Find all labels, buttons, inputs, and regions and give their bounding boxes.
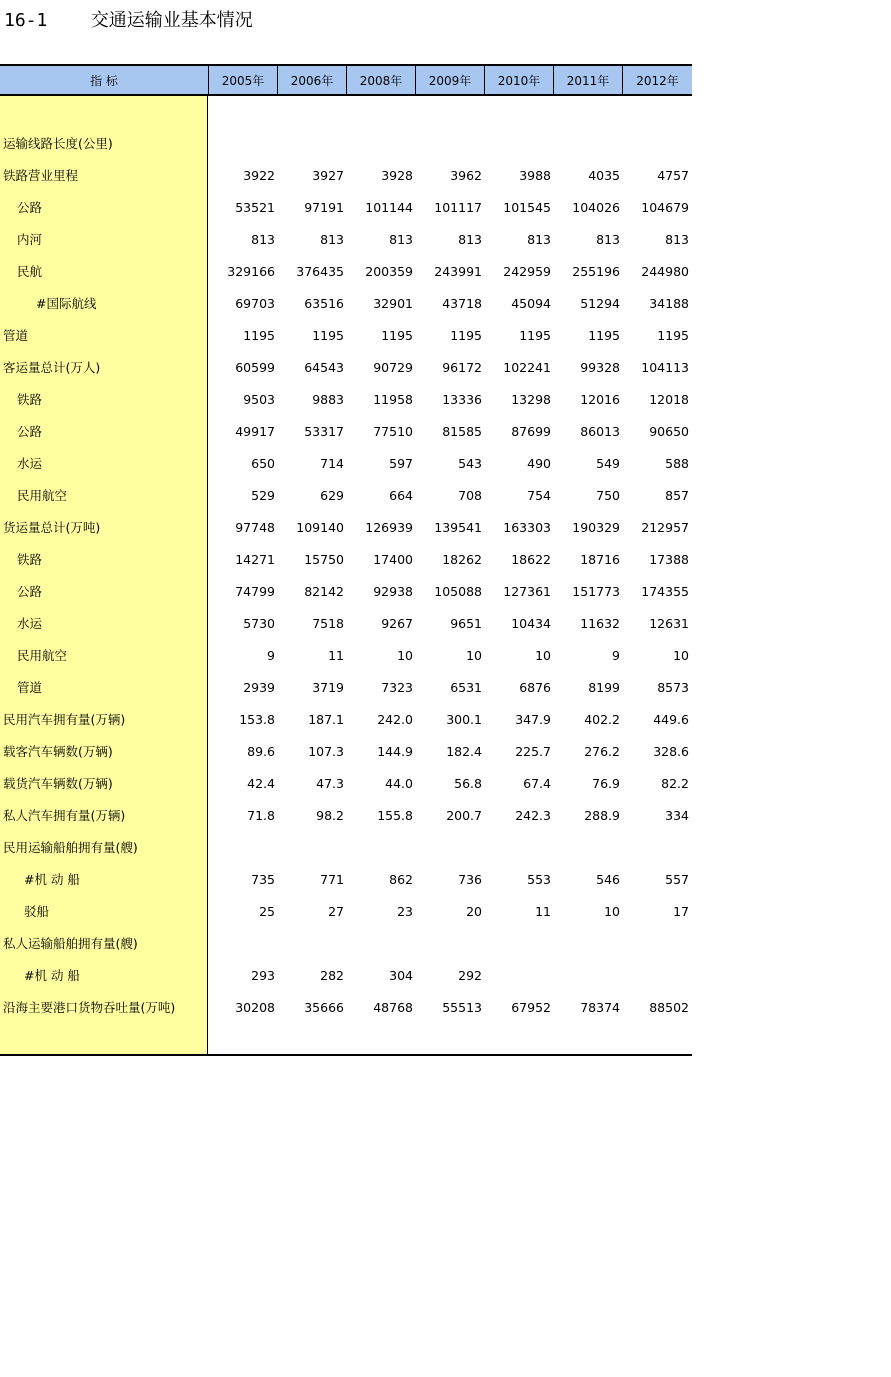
row-value: 1195 (588, 328, 620, 343)
row-value: 546 (596, 872, 620, 887)
row-value (554, 928, 620, 960)
row-value: 334 (665, 808, 689, 823)
row-value: 10 (673, 648, 689, 663)
header-indicator: 指 标 (90, 74, 118, 88)
row-value: 328.6 (653, 744, 689, 759)
row-label: 载客汽车辆数(万辆) (3, 744, 113, 759)
row-value: 109140 (296, 520, 344, 535)
row-value: 18262 (442, 552, 482, 567)
row-value: 225.7 (515, 744, 551, 759)
table-row (0, 384, 692, 416)
row-value: 9651 (450, 616, 482, 631)
row-value: 1195 (381, 328, 413, 343)
row-value: 78374 (580, 1000, 620, 1015)
row-value: 187.1 (308, 712, 344, 727)
row-value: 714 (320, 456, 344, 471)
row-value: 244980 (641, 264, 689, 279)
table-row (0, 992, 692, 1024)
table-header (0, 64, 692, 96)
table-row (0, 800, 692, 832)
table-row (0, 864, 692, 896)
row-value: 9503 (243, 392, 275, 407)
row-value: 1195 (450, 328, 482, 343)
row-value: 490 (527, 456, 551, 471)
row-value: 771 (320, 872, 344, 887)
row-value: 13336 (442, 392, 482, 407)
row-value: 1195 (243, 328, 275, 343)
row-value: 127361 (503, 584, 551, 599)
row-value (347, 832, 413, 864)
row-value: 664 (389, 488, 413, 503)
row-value: 98.2 (316, 808, 344, 823)
row-label: 沿海主要港口货物吞吐量(万吨) (3, 1000, 176, 1015)
row-value: 242.3 (515, 808, 551, 823)
row-value: 292 (458, 968, 482, 983)
row-value: 17388 (649, 552, 689, 567)
row-value: 557 (665, 872, 689, 887)
row-value: 101117 (434, 200, 482, 215)
row-value: 376435 (296, 264, 344, 279)
table-row (0, 896, 692, 928)
row-value: 182.4 (446, 744, 482, 759)
row-value: 89.6 (247, 744, 275, 759)
row-value: 23 (397, 904, 413, 919)
row-value: 105088 (434, 584, 482, 599)
row-value (209, 928, 275, 960)
header-year-2006: 2006年 (277, 66, 346, 94)
row-value: 67952 (511, 1000, 551, 1015)
row-value: 553 (527, 872, 551, 887)
row-value: 549 (596, 456, 620, 471)
table-row (0, 832, 692, 864)
row-value: 588 (665, 456, 689, 471)
table-row (0, 640, 692, 672)
row-value (209, 832, 275, 864)
row-value: 1195 (519, 328, 551, 343)
row-value: 9 (612, 648, 620, 663)
row-value (623, 832, 689, 864)
row-value: 35666 (304, 1000, 344, 1015)
row-value (278, 128, 344, 160)
row-label: 公路 (17, 424, 43, 439)
row-value (347, 928, 413, 960)
row-value: 60599 (235, 360, 275, 375)
table-row (0, 224, 692, 256)
row-value: 8199 (588, 680, 620, 695)
table-row (0, 480, 692, 512)
table-row (0, 320, 692, 352)
row-value: 101144 (365, 200, 413, 215)
row-label: 铁路营业里程 (3, 168, 79, 183)
row-value: 276.2 (584, 744, 620, 759)
row-value (416, 128, 482, 160)
row-value: 300.1 (446, 712, 482, 727)
header-year-2008: 2008年 (346, 66, 415, 94)
row-label: 民用运输船舶拥有量(艘) (3, 840, 138, 855)
row-value: 43718 (442, 296, 482, 311)
row-value: 735 (251, 872, 275, 887)
row-value (485, 928, 551, 960)
row-value: 90729 (373, 360, 413, 375)
table-row (0, 160, 692, 192)
row-value: 543 (458, 456, 482, 471)
row-value: 4757 (657, 168, 689, 183)
row-value: 10 (397, 648, 413, 663)
row-value: 813 (251, 232, 275, 247)
row-value: 282 (320, 968, 344, 983)
row-value: 69703 (235, 296, 275, 311)
row-value: 754 (527, 488, 551, 503)
table-row (0, 672, 692, 704)
row-label: 客运量总计(万人) (3, 360, 101, 375)
table-bottom-border (0, 1054, 692, 1056)
row-value: 8573 (657, 680, 689, 695)
row-label: 公路 (17, 584, 43, 599)
row-value: 2939 (243, 680, 275, 695)
row-value: 3719 (312, 680, 344, 695)
row-value: 3928 (381, 168, 413, 183)
row-value (554, 960, 620, 992)
row-value: 11 (535, 904, 551, 919)
row-value: 18622 (511, 552, 551, 567)
header-year-2005: 2005年 (208, 66, 277, 94)
row-label: 驳船 (24, 904, 50, 919)
row-value: 67.4 (523, 776, 551, 791)
row-value: 174355 (641, 584, 689, 599)
table-row (0, 544, 692, 576)
row-value: 64543 (304, 360, 344, 375)
row-value (623, 928, 689, 960)
row-value: 1195 (312, 328, 344, 343)
row-value: 55513 (442, 1000, 482, 1015)
row-value: 200.7 (446, 808, 482, 823)
row-value: 82.2 (661, 776, 689, 791)
table-row (0, 416, 692, 448)
row-value (554, 128, 620, 160)
row-value: 44.0 (385, 776, 413, 791)
row-value: 48768 (373, 1000, 413, 1015)
row-value: 9 (267, 648, 275, 663)
row-value: 30208 (235, 1000, 275, 1015)
row-value: 27 (328, 904, 344, 919)
row-value (623, 960, 689, 992)
row-value: 329166 (227, 264, 275, 279)
header-year-2010: 2010年 (484, 66, 553, 94)
row-label: #国际航线 (36, 296, 97, 311)
row-value: 304 (389, 968, 413, 983)
row-value: 10 (604, 904, 620, 919)
row-label: 私人汽车拥有量(万辆) (3, 808, 126, 823)
header-year-2009: 2009年 (415, 66, 484, 94)
row-value: 92938 (373, 584, 413, 599)
row-value: 212957 (641, 520, 689, 535)
row-value: 34188 (649, 296, 689, 311)
row-value: 242.0 (377, 712, 413, 727)
row-value (278, 928, 344, 960)
row-value: 102241 (503, 360, 551, 375)
row-value: 71.8 (247, 808, 275, 823)
row-value: 13298 (511, 392, 551, 407)
row-value: 11632 (580, 616, 620, 631)
row-value: 243991 (434, 264, 482, 279)
row-value: 12018 (649, 392, 689, 407)
row-value: 10 (535, 648, 551, 663)
row-value (347, 128, 413, 160)
row-value: 51294 (580, 296, 620, 311)
row-label: 民用汽车拥有量(万辆) (3, 712, 126, 727)
row-value: 6876 (519, 680, 551, 695)
row-value: 857 (665, 488, 689, 503)
table-row (0, 352, 692, 384)
table-row (0, 736, 692, 768)
row-value: 3927 (312, 168, 344, 183)
row-value: 56.8 (454, 776, 482, 791)
table-row (0, 608, 692, 640)
table-row (0, 288, 692, 320)
row-value: 813 (527, 232, 551, 247)
row-label: 民航 (17, 264, 43, 279)
row-value: 151773 (572, 584, 620, 599)
row-label: 货运量总计(万吨) (3, 520, 101, 535)
header-year-2011: 2011年 (553, 66, 622, 94)
row-value: 862 (389, 872, 413, 887)
row-value: 9883 (312, 392, 344, 407)
table-row (0, 704, 692, 736)
row-value: 53317 (304, 424, 344, 439)
row-value: 4035 (588, 168, 620, 183)
row-value: 813 (320, 232, 344, 247)
row-value: 449.6 (653, 712, 689, 727)
row-value: 813 (596, 232, 620, 247)
row-value: 32901 (373, 296, 413, 311)
row-value: 293 (251, 968, 275, 983)
row-value: 3922 (243, 168, 275, 183)
table-row (0, 192, 692, 224)
row-value: 529 (251, 488, 275, 503)
row-value: 63516 (304, 296, 344, 311)
row-label: 内河 (17, 232, 43, 247)
row-value: 77510 (373, 424, 413, 439)
row-value: 126939 (365, 520, 413, 535)
row-value: 49917 (235, 424, 275, 439)
row-value: 12016 (580, 392, 620, 407)
row-value: 288.9 (584, 808, 620, 823)
row-value: 3962 (450, 168, 482, 183)
row-value: 813 (458, 232, 482, 247)
row-label: 运输线路长度(公里) (3, 136, 113, 151)
row-value: 200359 (365, 264, 413, 279)
table-row (0, 128, 692, 160)
row-value: 402.2 (584, 712, 620, 727)
table-row (0, 256, 692, 288)
row-value: 813 (665, 232, 689, 247)
row-value: 5730 (243, 616, 275, 631)
row-value: 101545 (503, 200, 551, 215)
row-value: 99328 (580, 360, 620, 375)
row-value: 11 (328, 648, 344, 663)
row-value: 104679 (641, 200, 689, 215)
row-value: 347.9 (515, 712, 551, 727)
row-value: 104026 (572, 200, 620, 215)
row-label: 水运 (17, 616, 43, 631)
row-value: 813 (389, 232, 413, 247)
row-value: 97191 (304, 200, 344, 215)
row-value: 242959 (503, 264, 551, 279)
table-row (0, 448, 692, 480)
row-label: 铁路 (17, 552, 43, 567)
row-label: 民用航空 (17, 488, 68, 503)
row-value: 163303 (503, 520, 551, 535)
row-value: 42.4 (247, 776, 275, 791)
row-value: 96172 (442, 360, 482, 375)
row-value (623, 128, 689, 160)
table-row (0, 512, 692, 544)
row-value: 17 (673, 904, 689, 919)
row-value: 10434 (511, 616, 551, 631)
row-value: 650 (251, 456, 275, 471)
row-value: 190329 (572, 520, 620, 535)
row-value (554, 832, 620, 864)
row-label: 私人运输船舶拥有量(艘) (3, 936, 138, 951)
row-value: 597 (389, 456, 413, 471)
row-label: 公路 (17, 200, 43, 215)
row-value: 629 (320, 488, 344, 503)
row-value: 10 (466, 648, 482, 663)
row-value: 53521 (235, 200, 275, 215)
row-value: 12631 (649, 616, 689, 631)
row-value: 18716 (580, 552, 620, 567)
row-value (485, 960, 551, 992)
row-value: 15750 (304, 552, 344, 567)
table-row (0, 576, 692, 608)
row-label: 管道 (17, 680, 43, 695)
row-label: #机 动 船 (24, 968, 80, 983)
row-value: 88502 (649, 1000, 689, 1015)
row-value: 1195 (657, 328, 689, 343)
row-value: 82142 (304, 584, 344, 599)
row-value: 736 (458, 872, 482, 887)
row-value: 107.3 (308, 744, 344, 759)
row-value: 155.8 (377, 808, 413, 823)
row-label: 水运 (17, 456, 43, 471)
row-value (416, 832, 482, 864)
row-value: 3988 (519, 168, 551, 183)
row-value: 87699 (511, 424, 551, 439)
row-value: 153.8 (239, 712, 275, 727)
row-label: #机 动 船 (24, 872, 80, 887)
row-value: 139541 (434, 520, 482, 535)
row-value (278, 832, 344, 864)
row-value: 14271 (235, 552, 275, 567)
row-label: 民用航空 (17, 648, 68, 663)
row-value: 255196 (572, 264, 620, 279)
row-label: 载货汽车辆数(万辆) (3, 776, 113, 791)
row-value: 7518 (312, 616, 344, 631)
row-value: 90650 (649, 424, 689, 439)
row-value (485, 832, 551, 864)
table-row (0, 928, 692, 960)
row-value: 6531 (450, 680, 482, 695)
row-value: 708 (458, 488, 482, 503)
row-value: 11958 (373, 392, 413, 407)
page-title: 16-1 交通运输业基本情况 (4, 10, 253, 31)
row-value: 20 (466, 904, 482, 919)
row-label: 管道 (3, 328, 29, 343)
row-value: 25 (259, 904, 275, 919)
row-value: 76.9 (592, 776, 620, 791)
row-value: 86013 (580, 424, 620, 439)
row-value: 17400 (373, 552, 413, 567)
row-value: 74799 (235, 584, 275, 599)
table-row (0, 960, 692, 992)
row-value (485, 128, 551, 160)
row-label: 铁路 (17, 392, 43, 407)
row-value: 97748 (235, 520, 275, 535)
row-value: 47.3 (316, 776, 344, 791)
row-value: 104113 (641, 360, 689, 375)
row-value (209, 128, 275, 160)
row-value: 750 (596, 488, 620, 503)
header-year-2012: 2012年 (622, 66, 692, 94)
row-value: 81585 (442, 424, 482, 439)
row-value: 9267 (381, 616, 413, 631)
row-value: 7323 (381, 680, 413, 695)
table-row (0, 768, 692, 800)
row-value: 45094 (511, 296, 551, 311)
row-value: 144.9 (377, 744, 413, 759)
row-value (416, 928, 482, 960)
